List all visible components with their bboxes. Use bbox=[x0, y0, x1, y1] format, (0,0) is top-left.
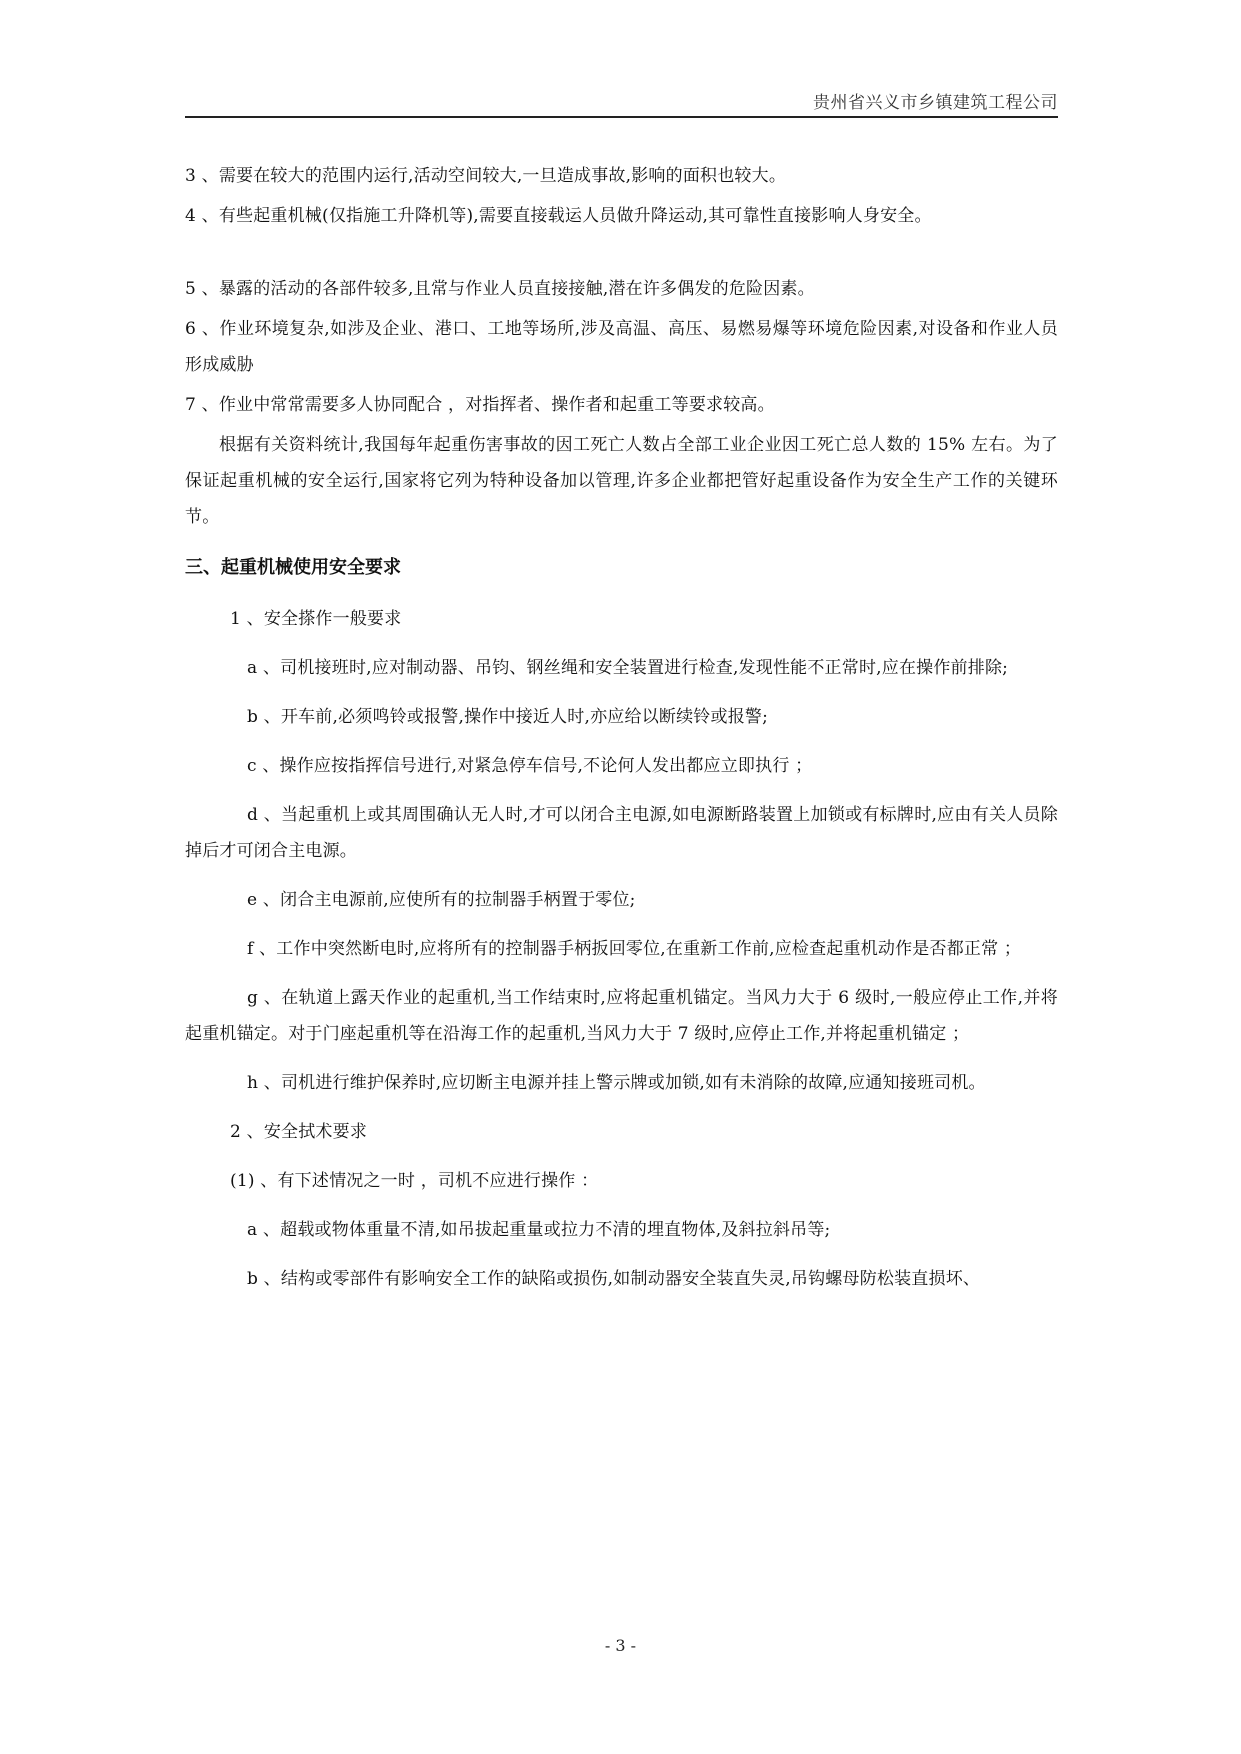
paragraph-item-6: 6 、作业环境复杂,如涉及企业、港口、工地等场所,涉及高温、高压、易燃易爆等环境危险因素,对设备和作业人员形成威胁 bbox=[185, 319, 1058, 375]
list-item: g 、在轨道上露天作业的起重机,当工作结束时,应将起重机锚定。当风力大于 6 级时,一般应停止工作,并将起重机锚定。对于门座起重机等在沿海工作的起重机,当风力大于 7 级时,应停止工作,并将起重机锚定 ； bbox=[185, 988, 1058, 1044]
subsection-title-2: 2 、安全拭术要求 bbox=[230, 1122, 368, 1142]
paragraph-item-5: 5 、暴露的活动的各部件较多,且常与作业人员直接接触,潜在许多偶发的危险因素。 bbox=[185, 279, 815, 299]
subsection-intro: (1) 、有下述情况之一时 ，司机不应进行操作 ： bbox=[230, 1171, 599, 1191]
page-header bbox=[185, 86, 1058, 118]
list-item: e 、闭合主电源前,应使所有的拉制器手柄置于零位; bbox=[247, 890, 636, 910]
paragraph-item-4: 4 、有些起重机械(仅指施工升降机等),需要直接载运人员做升降运动,其可靠性直接影响人身安全。 bbox=[185, 206, 932, 226]
paragraph-item-3: 3 、需要在较大的范围内运行,活动空间较大,一旦造成事故,影响的面积也较大。 bbox=[185, 166, 787, 186]
list-item: b 、结构或零部件有影响安全工作的缺陷或损伤,如制动器安全装直失灵,吊钩螺母防松装直损坏、 bbox=[247, 1269, 981, 1289]
list-item: c 、操作应按指挥信号进行,对紧急停车信号,不论何人发出都应立即执行 ； bbox=[247, 756, 813, 776]
section-heading: 三、起重机械使用安全要求 bbox=[185, 557, 401, 578]
list-item: f 、工作中突然断电时,应将所有的控制器手柄扳回零位,在重新工作前,应检查起重机动作是否都正常 ； bbox=[247, 939, 1022, 959]
list-item: a 、超载或物体重量不清,如吊拔起重量或拉力不清的埋直物体,及斜拉斜吊等; bbox=[247, 1220, 831, 1240]
list-item: a 、司机接班时,应对制动器、吊钧、钢丝绳和安全装置进行检查,发现性能不正常时,应在操作前排除; bbox=[247, 658, 1009, 678]
list-item: d 、当起重机上或其周围确认无人时,才可以闭合主电源,如电源断路装置上加锁或有标牌时,应由有关人员除掉后才可闭合主电源。 bbox=[185, 805, 1058, 861]
list-item: b 、开车前,必须鸣铃或报警,操作中接近人时,亦应给以断续铃或报警; bbox=[247, 707, 769, 727]
paragraph-statistics: 根据有关资料统计,我国每年起重伤害事故的因工死亡人数占全部工业企业因工死亡总人数的 15% 左右。为了保证起重机械的安全运行,国家将它列为特种设备加以管理,许多企业都把管好起重设备作为安全生产工作的关键环节。 bbox=[185, 435, 1058, 527]
document-body bbox=[185, 158, 1058, 1310]
page-number: - 3 - bbox=[604, 1636, 637, 1655]
paragraph-item-7: 7 、作业中常常需要多人协同配合 ，对指挥者、操作者和起重工等要求较高。 bbox=[185, 395, 775, 415]
subsection-title-1: 1 、安全搽作一般要求 bbox=[230, 609, 402, 629]
list-item: h 、司机进行维护保养时,应切断主电源并挂上警示牌或加锁,如有未消除的故障,应通知接班司机。 bbox=[247, 1073, 986, 1093]
header-company-name: 贵州省兴义市乡镇建筑工程公司 bbox=[813, 93, 1058, 113]
